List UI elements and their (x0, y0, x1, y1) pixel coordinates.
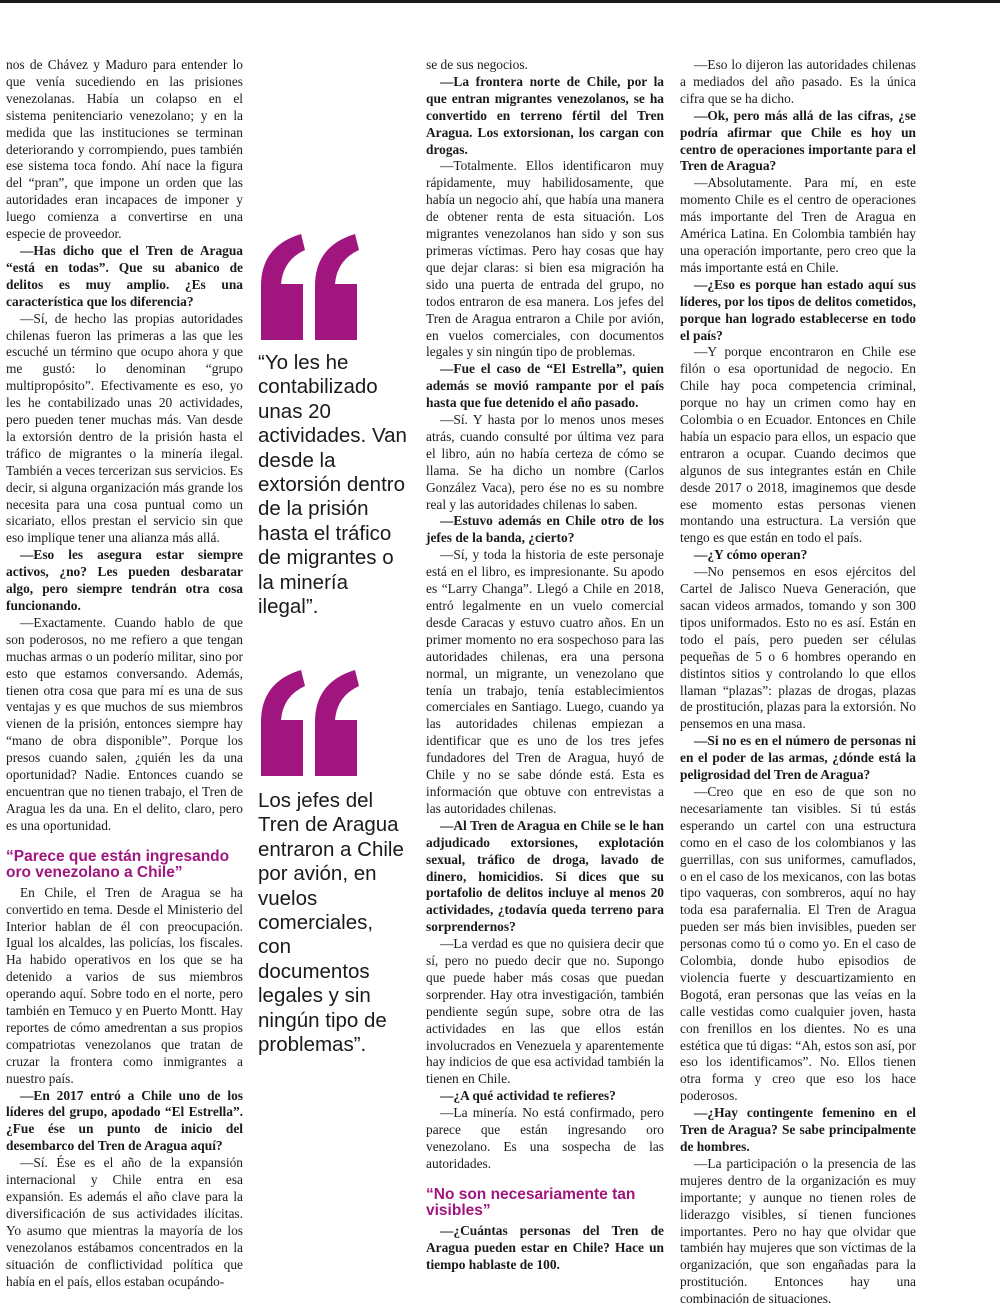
paragraph: —Absolutamente. Para mí, en este momento Chile es el centro de operaciones más importante del Tren de Aragua en América Latina. En Colombia también hay una operación importante, pero creo que la más importante está en Chile. (680, 175, 916, 275)
paragraph: —La participación o la presencia de las mujeres dentro de la organización es muy importante; y aunque no tienen roles de liderazgo visibles, sí tienen funciones importantes. Pero no hay que olvidar que también hay mujeres que son víctimas de la organización, que son engañadas para la prostitución. Entonces hay una combinación de situaciones. (680, 1155, 916, 1307)
question: —Eso les asegura estar siempre activos, ¿no? Les pueden desbaratar algo, pero siempre tendrán otra cosa funcionando. (6, 547, 243, 613)
question: —Ok, pero más allá de las cifras, ¿se podría afirmar que Chile es hoy un centro de operaciones importante para el Tren de Aragua? (680, 107, 916, 174)
double-quote-icon (257, 664, 367, 784)
question: —¿Cuántas personas del Tren de Aragua pueden estar en Chile? Hace un tiempo hablaste de 100. (426, 1222, 664, 1272)
question: —¿A qué actividad te refieres? (440, 1088, 616, 1104)
question: —En 2017 entró a Chile uno de los líderes del grupo, apodado “El Estrella”. ¿Fue ése un punto de inicio del desembarco del Tren de Aragua aquí? (6, 1087, 243, 1154)
paragraph: —Y porque encontraron en Chile ese filón o esa oportunidad de negocio. En Chile hay poca competencia criminal, porque no hay un crimen como hay en Colombia o en Ecuador. Entonces en Chile había un espacio para ellos, un espacio que entraron a ocupar. Cuando decimos que algunos de sus integrantes están en Chile desde 2017 o 2018, imaginemos que desde ese momento estas personas vienen montando una estructura. La versión que tengo es que están en todo el país. (680, 344, 916, 546)
paragraph: nos de Chávez y Maduro para entender lo que venía sucediendo en las prisiones venezolanas. Había un colapso en el sistema penitenciario venezolano; y en la medida que las instituciones se terminan deteriorando y corrompiendo, pues también ese sistema toca fondo. Ahí nace la figura del “pran”, que impone un orden que las autoridades eran incapaces de imponer y luego comienza a convertirse en una especie de proveedor. (6, 57, 243, 242)
question: —La frontera norte de Chile, por la que entran migrantes venezolanos, se ha convertido en terreno fértil del Tren Aragua. Los extorsionan, los cargan con drogas. (426, 73, 664, 157)
question: —¿Y cómo operan? (694, 547, 808, 563)
paragraph: —La verdad es que no quisiera decir que sí, pero no puedo decir que no. Supongo que puede haber más cosas que puedan sorprender. Hay otra investigación, también pendiente según supe, sobre otra de las actividades en las que ellos están involucrados en Venezuela y aparentemente hay indicios de que esa actividad también la tienen en Chile. (426, 936, 664, 1087)
question: —Fue el caso de “El Estrella”, quien además se movió rampante por el país hasta que fue detenido el año pasado. (426, 361, 664, 411)
paragraph: —Sí. Y hasta por lo menos unos meses atrás, cuando consulté por última vez para el libro, aún no había certeza de cómo se llama. Se ha dicho un nombre (Carlos González Vaca), pero ése no es su nombre real y las autoridades chilenas lo saben. (426, 412, 664, 512)
question: —Si no es en el número de personas ni en el poder de las armas, ¿dónde está la peligrosidad del Tren de Aragua? (680, 733, 916, 783)
question: —Al Tren de Aragua en Chile se le han adjudicado extorsiones, explotación sexual, tráfico de droga, lavado de dinero, homicidios. Si dices que su portafolio de delitos incluye al menos 20 actividades, ¿todavía queda terreno para sorprendernos? (426, 817, 664, 935)
question: —¿Eso es porque han estado aquí sus líderes, por los tipos de delitos cometidos, porque han logrado establecerse en todo el país? (680, 276, 916, 343)
paragraph: —Sí. Ése es el año de la expansión internacional y Chile entra en esa expansión. Es además el año clave para la diversificación de sus actividades ilícitas. Yo asumo que mientras la mayoría de los venezolanos estábamos concentrados en la situación de conflictividad política que había en el país, ellos estaban ocupándo- (6, 1155, 243, 1289)
subheading: “No son necesariamente tan visibles” (426, 1185, 636, 1219)
question: —Estuvo además en Chile otro de los jefes de la banda, ¿cierto? (426, 513, 664, 546)
paragraph: —No pensemos en esos ejércitos del Cartel de Jalisco Nueva Generación, que sacan videos armados, tomando y son 300 tipos uniformados. Esto no es así. Están en todo el país, pero pueden ser células pequeñas de 5 o 6 hombres operando en distintos sitios y controlando lo que ellos llaman “plazas”: plazas de drogas, plazas de prostitución, plazas para la extorsión. No pensemos en una masa. (680, 564, 916, 732)
pull-quote-2: Los jefes del Tren de Aragua entraron a Chile por avión, en vuelos comerciales, con documentos legales y sin ningún tipo de problemas”. (258, 789, 404, 1057)
paragraph: —Creo que en eso de que son no necesariamente tan visibles. Si tú estás esperando un cartel con una estructura como en el caso de los colombianos y las guerrillas, con sus uniformes, camuflados, o en el caso de los mexicanos, con las botas tipo vaqueras, con sombreros, aquí no hay toda esa parafernalia. El Tren de Aragua pueden ser más bien invisibles, pueden ser personas como tú o como yo. En el caso de Colombia, donde hubo episodios de violencia fuerte y descuartizamiento en Bogotá, eran personas que las veías en la calle vestidas como cualquier joven, hasta con frenillos en los dientes. No es una estética que tú digas: “Ah, estos son así, por eso los identificamos”. No. Ellos tienen otra forma y creo que eso los hace poderosos. (680, 783, 916, 1104)
paragraph: —Exactamente. Cuando hablo de que son poderosos, no me refiero a que tengan muchas armas o un poderío militar, sino por esto que estamos conversando. Además, tienen otra cosa que para mí es una de sus ventajas y es que muchos de sus miembros vienen de la prisión, entonces siempre hay “mano de obra disponible”. Porque los presos cuando salen, ¿quién les da una oportunidad? Nadie. Entonces cuando se encuentran que no tienen trabajo, el Tren de Aragua les da una. En el delito, claro, pero es una oportunidad. (6, 614, 243, 833)
question: —Has dicho que el Tren de Aragua “está en todas”. Que su abanico de delitos es muy amplio. ¿Es una característica que los diferencia? (6, 242, 243, 309)
subheading: “Parece que están ingresando oro venezolano a Chile” (6, 847, 230, 881)
paragraph: —Sí, y toda la historia de este personaje está en el libro, es impresionante. Su apodo es “Larry Changa”. Llegó a Chile en 2018, entró legalmente en un vuelo comercial desde Caracas y estuvo cuatro años. En un primer momento no era sospechoso para las autoridades chilenas, era una persona normal, un migrante, un venezolano que tenía un trabajo, tenía establecimientos comerciales en Santiago. Luego, cuando ya las autoridades chilenas empiezan a identificar que es uno de los tres jefes fundadores del Tren de Aragua, huyó de Chile y no se sabe dónde está. Esta es información que obtuve con entrevistas a las autoridades chilenas. (426, 547, 664, 816)
column-1 (6, 57, 243, 1290)
paragraph: se de sus negocios. (426, 57, 528, 72)
top-rule (0, 0, 1000, 3)
question: —¿Hay contingente femenino en el Tren de Aragua? Se sabe principalmente de hombres. (680, 1105, 916, 1154)
column-2 (426, 57, 664, 1274)
column-3 (680, 57, 916, 1308)
paragraph: —Eso lo dijeron las autoridades chilenas a mediados del año pasado. Es la única cifra que se ha dicho. (680, 57, 916, 106)
paragraph: —Sí, de hecho las propias autoridades chilenas fueron las primeras a las que les escuché un término que ocupo ahora y que me gustó: lo denominan “grupo multipropósito”. Efectivamente es eso, yo les he contabilizado unas 20 actividades, pero pueden tener muchas más. Van desde la extorsión dentro de la prisión hasta el tráfico de migrantes o la minería ilegal. También a veces tercerizan sus servicios. Es decir, si alguna organización más grande los necesita para una cosa puntual como un sicariato, ellos prestan el servicio sin que eso implique tener una alianza más allá. (6, 310, 243, 546)
pull-quote-1: “Yo les he contabilizado unas 20 actividades. Van desde la extorsión dentro de la prisión hasta el tráfico de migrantes o la minería ilegal”. (258, 351, 407, 619)
paragraph: —La minería. No está confirmado, pero parece que están ingresando oro venezolano. Es una sospecha de las autoridades. (426, 1105, 664, 1171)
paragraph: —Totalmente. Ellos identificaron muy rápidamente, muy habilidosamente, que había un negocio ahí, que había una manera de obtener renta de esta situación. Los migrantes venezolanos han sido y son sus primeras víctimas. Pero hay cosas que hay que dejar claras: si bien esa migración ha sido una puerta de entrada del grupo, no todos entraron de esa manera. Los jefes del Tren de Aragua entraron a Chile por avión, en vuelos comerciales, con documentos legales y sin ningún tipo de problemas. (426, 158, 664, 360)
paragraph: En Chile, el Tren de Aragua se ha convertido en tema. Desde el Ministerio del Interior hablan de él con preocupación. Igual los alcaldes, las policías, los fiscales. Ha habido operativos en los que se ha detenido a varios de sus miembros operando aquí. Sobre todo en el norte, pero también en Temuco y en Puerto Montt. Hay reportes de cómo amedrentan a sus propios compatriotas venezolanos que tratan de cruzar la frontera como inmigrantes a nuestro país. (6, 884, 243, 1086)
double-quote-icon (257, 228, 367, 348)
